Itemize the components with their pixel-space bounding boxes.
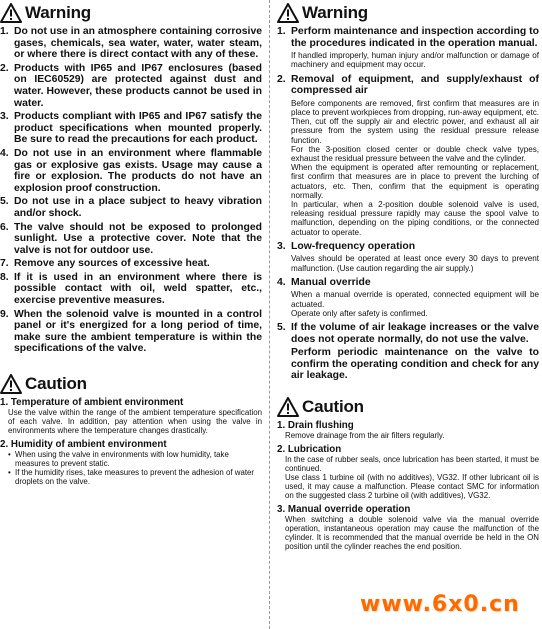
list-item: 5. If the volume of air leakage increases or the valve does not operate normally, do not use the valve. Perform periodic maintenance on the valve to confirm the operating condition and check for any air leakage. bbox=[277, 322, 539, 382]
warning-title: Warning bbox=[25, 3, 91, 22]
list-item: 1. Drain flushing Remove drainage from the air filters regularly. bbox=[277, 420, 445, 440]
list-item: 2. Humidity of ambient environment • When using the valve in environments with low humidity, take measures to prevent static. • If the humidity rises, take measures to prevent the adhesion of water droplets on the valve. bbox=[0, 439, 255, 487]
caution-header bbox=[277, 394, 539, 420]
warning-header bbox=[277, 0, 539, 26]
list-item: 8. If it is used in an environment where there is possible contact with oil, weld spatter, etc., exercise preventive measures. bbox=[0, 271, 262, 307]
caution-title: Caution bbox=[302, 397, 364, 416]
list-item: 2. Products with IP65 and IP67 enclosures (based on IEC60529) are protected against dust and water. However, these products cannot be used in water. bbox=[0, 62, 262, 109]
warning-triangle-icon bbox=[277, 3, 299, 23]
left-column bbox=[0, 0, 262, 486]
list-item: 3. Low-frequency operation Valves should be operated at least once every 30 days to prevent malfunction. (Use caution regarding the air supply.) bbox=[277, 240, 539, 273]
list-item: 3. Products compliant with IP65 and IP67 satisfy the product specifications when mounted properly. Be sure to read the precautions for each product. bbox=[0, 111, 262, 146]
list-item: 1. Do not use in an atmosphere containing corrosive gases, chemicals, sea water, water, water steam, or where there is direct contact with any of these. bbox=[0, 26, 262, 61]
caution-list bbox=[277, 420, 539, 551]
caution-header bbox=[0, 371, 262, 397]
warning-header bbox=[0, 0, 262, 26]
list-item: 5. Do not use in a place subject to heavy vibration and/or shock. bbox=[0, 196, 262, 219]
caution-title: Caution bbox=[25, 374, 87, 394]
list-item: 1. Temperature of ambient environment Use the valve within the range of the ambient temperature specification of each valve. In addition, pay attention when using the valve in environments where the temperature changes drastically. bbox=[0, 397, 262, 436]
warning-list bbox=[0, 26, 262, 355]
list-item: 2. Lubrication In the case of rubber seals, once lubrication has been started, it must be continued. Use class 1 turbine oil (with no additives), VG32. If other lubricant oil is used, it may cause a malfunction. Please contact SMC for information on the suggested class 2 turbine oil (with additives), VG32. bbox=[277, 444, 539, 500]
list-item: 1. Perform maintenance and inspection according to the procedures indicated in the operation manual. If handled improperly, human injury and/or malfunction or damage of machinery and equipment may occur. bbox=[277, 26, 539, 70]
list-item: 7. Remove any sources of excessive heat. bbox=[0, 258, 210, 270]
warning-list bbox=[277, 26, 539, 382]
warning-triangle-icon bbox=[0, 3, 22, 23]
right-column bbox=[277, 0, 539, 551]
list-item: 6. The valve should not be exposed to prolonged sunlight. Use a protective cover. Note that the valve is not for outdoor use. bbox=[0, 221, 262, 256]
watermark: www.6x0.cn bbox=[360, 592, 520, 617]
list-item: 4. Manual override When a manual override is operated, connected equipment will be actuated. Operate only after safety is confirmed. bbox=[277, 276, 539, 318]
list-item: 3. Manual override operation When switching a double solenoid valve via the manual override operation, instantaneous operation may cause the malfunction of the cylinder. It is recommended that the manual override be held in the ON position until the cylinder reaches the end position. bbox=[277, 504, 539, 551]
list-item: 2. Removal of equipment, and supply/exhaust of compressed air Before components are removed, first confirm that measures are in place to prevent workpieces from dropping, run-away equipment, etc. Then, cut off the supply air and electric power, and exhaust all air pressure from the system using the residual pressure release function. For the 3-position closed center or double check valve types, exhaust the residual pressure between the valve and the cylinder. When the equipment is operated after remounting or replacement, first confirm that measures are in place to prevent the lurching of actuators, etc. Then, confirm that the equipment is operating normally. In particular, when a 2-position double solenoid valve is used, releasing residual pressure rapidly may cause the spool valve to malfunction, depending on the piping conditions, or the connected actuator to operate. bbox=[277, 73, 539, 237]
list-item: 9. When the solenoid valve is mounted in a control panel or it's energized for a long period of time, make sure the ambient temperature is within the specifications of the valve. bbox=[0, 308, 262, 355]
caution-list bbox=[0, 397, 262, 486]
warning-title: Warning bbox=[302, 3, 368, 22]
column-divider bbox=[269, 0, 270, 629]
list-item: 4. Do not use in an environment where flammable gas or explosive gas exists. Usage may cause a fire or explosion. The products do not have an explosion proof construction. bbox=[0, 147, 262, 194]
caution-triangle-icon bbox=[277, 397, 299, 417]
caution-triangle-icon bbox=[0, 374, 22, 394]
